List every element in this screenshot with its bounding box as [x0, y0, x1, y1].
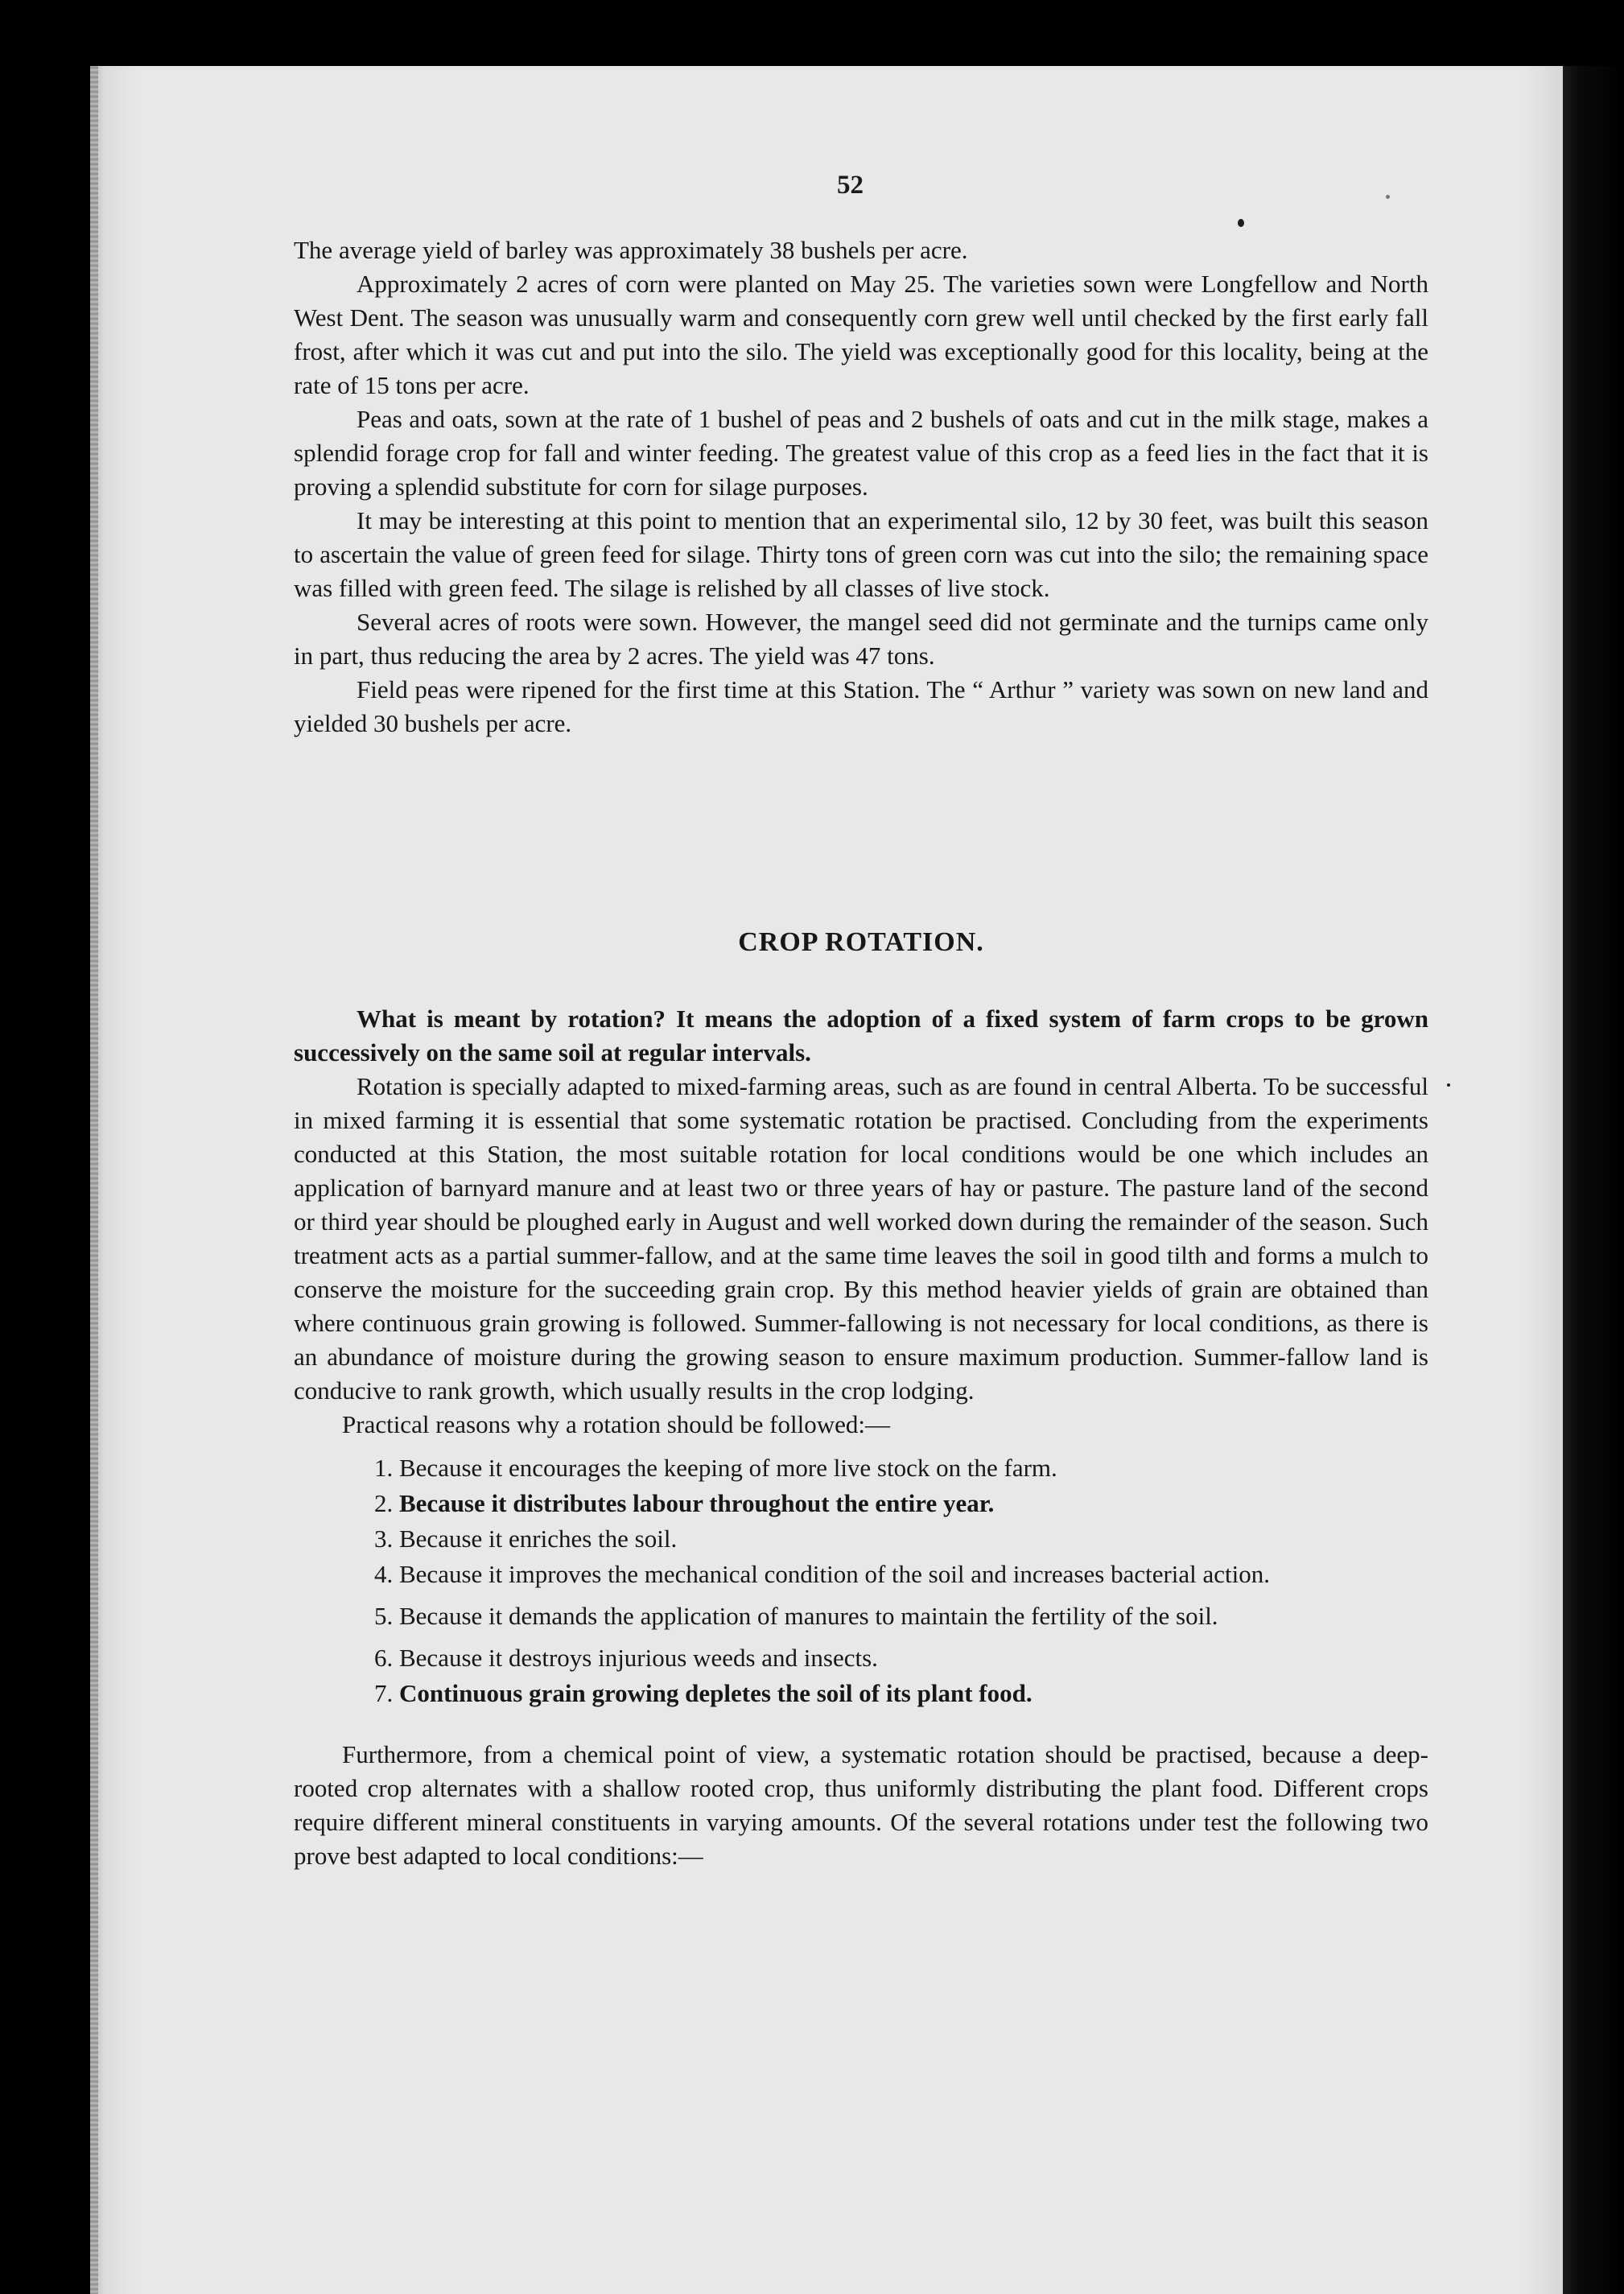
list-item-number: 7.: [374, 1679, 394, 1707]
list-item-text: Because it encourages the keeping of more live stock on the farm.: [399, 1454, 1057, 1482]
list-item: [374, 1451, 1428, 1485]
list-item: [374, 1641, 1428, 1675]
section-heading: CROP ROTATION.: [738, 927, 984, 957]
page-binding-edge: [90, 66, 98, 2294]
list-item-text: Because it improves the mechanical condition of the soil and increases bacterial action.: [399, 1560, 1271, 1588]
paragraph-field-peas: Field peas were ripened for the first time at this Station. The “ Arthur ” variety was sown on new land and yielded 30 bushels per acre.: [294, 675, 1428, 737]
paragraph-roots: Several acres of roots were sown. However, the mangel seed did not germinate and the turnips came only in part, thus reducing the area by 2 acres. The yield was 47 tons.: [294, 608, 1428, 670]
ink-speck: [1447, 1083, 1450, 1087]
paragraph-barley-yield: The average yield of barley was approximately 38 bushels per acre.: [294, 236, 968, 264]
paragraph-silo: It may be interesting at this point to mention that an experimental silo, 12 by 30 feet, was built this season to ascertain the value of green feed for silage. Thirty tons of green corn was cut into the silo; the remaining space was filled with green feed. The silage is relished by all classes of live stock.: [294, 506, 1428, 602]
list-item: [374, 1487, 1428, 1520]
list-item-text: Because it distributes labour throughout the entire year.: [399, 1489, 995, 1517]
list-item-number: 5.: [374, 1602, 394, 1630]
list-item-number: 3.: [374, 1525, 394, 1553]
top-text-block: [294, 233, 1428, 741]
list-item: [318, 1599, 1428, 1633]
scan-border-right: [1563, 66, 1624, 2294]
paragraph-rotation-definition: What is meant by rotation? It means the adoption of a fixed system of farm crops to be grown successively on the same soil at regular intervals.: [294, 1005, 1428, 1067]
list-item-text: Because it demands the application of manures to maintain the fertility of the soil.: [399, 1602, 1218, 1630]
paragraph-corn: Approximately 2 acres of corn were planted on May 25. The varieties sown were Longfellow and North West Dent. The season was unusually warm and consequently corn grew well until checked by the first early fall frost, after which it was cut and put into the silo. The yield was exceptionally good for this locality, being at the rate of 15 tons per acre.: [294, 270, 1428, 399]
page-number: 52: [837, 171, 864, 200]
list-item-text: Continuous grain growing depletes the soil of its plant food.: [399, 1679, 1033, 1707]
list-item-number: 4.: [374, 1560, 394, 1588]
rotation-text-block: [294, 1002, 1428, 1873]
list-item: [374, 1677, 1428, 1710]
ink-speck: [1386, 195, 1390, 199]
list-item-number: 2.: [374, 1489, 394, 1517]
list-item-text: Because it destroys injurious weeds and insects.: [399, 1644, 878, 1672]
paragraph-practical-reasons: Practical reasons why a rotation should be followed:—: [342, 1410, 890, 1438]
paragraph-peas-oats: Peas and oats, sown at the rate of 1 bushel of peas and 2 bushels of oats and cut in the milk stage, makes a splendid forage crop for fall and winter feeding. The greatest value of this crop as a feed lies in the fact that it is proving a splendid substitute for corn for silage purposes.: [294, 405, 1428, 501]
list-item: [374, 1522, 1428, 1556]
list-item-number: 1.: [374, 1454, 394, 1482]
list-item-number: 6.: [374, 1644, 394, 1672]
list-item: [318, 1558, 1428, 1591]
ink-speck: [1238, 219, 1244, 227]
paragraph-rotation-details: Rotation is specially adapted to mixed-farming areas, such as are found in central Alberta. To be successful in mixed farming it is essential that some systematic rotation be practised. Concluding from the experiments conducted at this Station, the most suitable rotation for local conditions would be one which includes an application of barnyard manure and at least two or three years of hay or pasture. The pasture land of the second or third year should be ploughed early in August and well worked down during the remainder of the season. Such treatment acts as a partial summer-fallow, and at the same time leaves the soil in good tilth and forms a mulch to conserve the moisture for the succeeding grain crop. By this method heavier yields of grain are obtained than where continuous grain growing is followed. Summer-fallowing is not necessary for local conditions, as there is an abundance of moisture during the growing season to ensure maximum production. Summer-fallow land is conducive to rank growth, which usually results in the crop lodging.: [294, 1072, 1428, 1405]
list-item-text: Because it enriches the soil.: [399, 1525, 678, 1553]
paragraph-closing: Furthermore, from a chemical point of view, a systematic rotation should be practised, because a deep-rooted crop alternates with a shallow rooted crop, thus uniformly distributing the plant food. Different crops require different mineral constituents in varying amounts. Of the several rotations under test the following two prove best adapted to local conditions:—: [294, 1740, 1428, 1870]
reasons-list: [294, 1451, 1428, 1710]
